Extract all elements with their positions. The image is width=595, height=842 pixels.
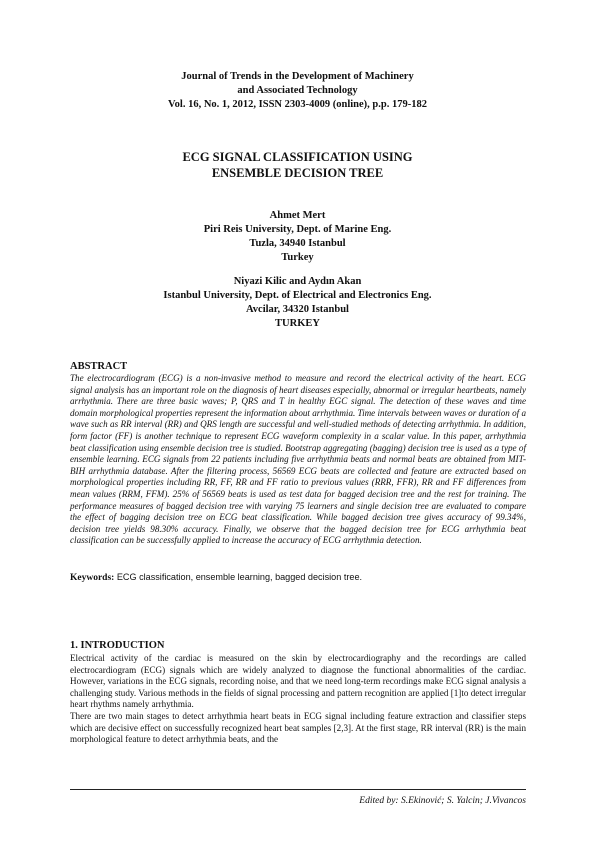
keywords-list: ECG classification, ensemble learning, bagged decision tree.: [116, 572, 363, 582]
abstract-body: The electrocardiogram (ECG) is a non-invasive method to measure and record the electrical activity of the heart. ECG signal analysis has an important role on the diagnosis of heart diseases especially, abnormal or irregular heartbeats, namely arrhythmia. There are three basic waves; P, QRS and T in healthy EGC signal. The detection of these waves and time domain morphological properties represent the information about arrhythmia. Time intervals between waves or duration of a wave such as RR interval (RR) and QRS length are successful and well-studied methods of detecting arrhythmia. In addition, form factor (FF) is another technique to represent ECG waveform complexity in a scalar value. In this paper, arrhythmia beat classification using ensemble decision tree is studied. Bootstrap aggregating (bagging) decision tree is used as a type of ensemble learning. ECG signals from 22 patients including five arrhythmia beats and normal beats are obtained from MIT-BIH arrhythmia database. After the filtering process, 56569 ECG beats are collected and feature are extracted based on morphological properties including RR, FF, RR and FF ratio to previous values (RRR, FFR), RR and FF differences from mean values (RRM, FFM). 25% of 56569 beats is used as test data for bagged decision tree and the rest for training. The performance measures of bagged decision tree with varying 75 learners and single decision tree are evaluated to compare the effect of bagging decision tree on ECG beat classification. While bagged decision tree gives accuracy of 99.34%, decision tree yields 98.30% accuracy. Finally, we observe that the bagged decision tree for ECG arrhythmia beat classification can be successfully applied to increase the accuracy of ECG arrhythmia detection.: [70, 373, 527, 546]
title-line-2: ENSEMBLE DECISION TREE: [211, 166, 384, 180]
paper-title: [0, 149, 595, 181]
author-address: Avcilar, 34320 Istanbul: [246, 304, 349, 315]
abstract-heading: ABSTRACT: [70, 361, 128, 372]
keywords-label: Keywords:: [70, 573, 115, 583]
journal-name: Journal of Trends in the Development of Machinery: [181, 71, 414, 82]
author-block-1: [0, 209, 595, 265]
author-block-2: [0, 275, 595, 331]
author-country: Turkey: [281, 252, 314, 263]
author-address: Tuzla, 34940 Istanbul: [249, 238, 346, 249]
introduction-paragraph-1: Electrical activity of the cardiac is measured on the skin by electrocardiography and the recordings are called electrocardiogram (ECG) signals which are widely analyzed to diagnose the functional abnormalities of the cardiac. However, variations in the ECG signals, recording noise, and that we need long-term recordings make ECG signal analysis a challenging study. Various methods in the fields of signal processing and pattern recognition are applied [1]to detect irregular heart rhythms namely arrhythmia.: [70, 653, 526, 710]
author-name: Niyazi Kilic and Aydın Akan: [233, 276, 362, 287]
journal-volume: Vol. 16, No. 1, 2012, ISSN 2303-4009 (online), p.p. 179-182: [168, 99, 427, 110]
section-heading-introduction: 1. INTRODUCTION: [70, 640, 165, 651]
introduction-paragraph-2: There are two main stages to detect arrhythmia heart beats in ECG signal including feature extraction and classifier steps which are decisive effect on successfully recognized heart beat samples [2,3]. At the first stage, RR interval (RR) is the main morphological feature to detect arrhythmia beats, and the: [70, 710, 526, 745]
title-line-1: ECG SIGNAL CLASSIFICATION USING: [182, 150, 413, 164]
author-name: Ahmet Mert: [269, 210, 326, 221]
author-affiliation: Istanbul University, Dept. of Electrical and Electronics Eng.: [163, 290, 432, 301]
footer-editors: Edited by: S.Ekinović; S. Yalcin; J.Vivancos: [359, 796, 526, 806]
journal-header: [0, 70, 595, 112]
author-affiliation: Piri Reis University, Dept. of Marine Eng.: [203, 224, 392, 235]
keywords-line: [70, 571, 526, 584]
author-country: TURKEY: [275, 318, 320, 329]
journal-name-cont: and Associated Technology: [237, 85, 358, 96]
introduction-body: [70, 653, 526, 746]
footer-divider: [70, 789, 526, 790]
